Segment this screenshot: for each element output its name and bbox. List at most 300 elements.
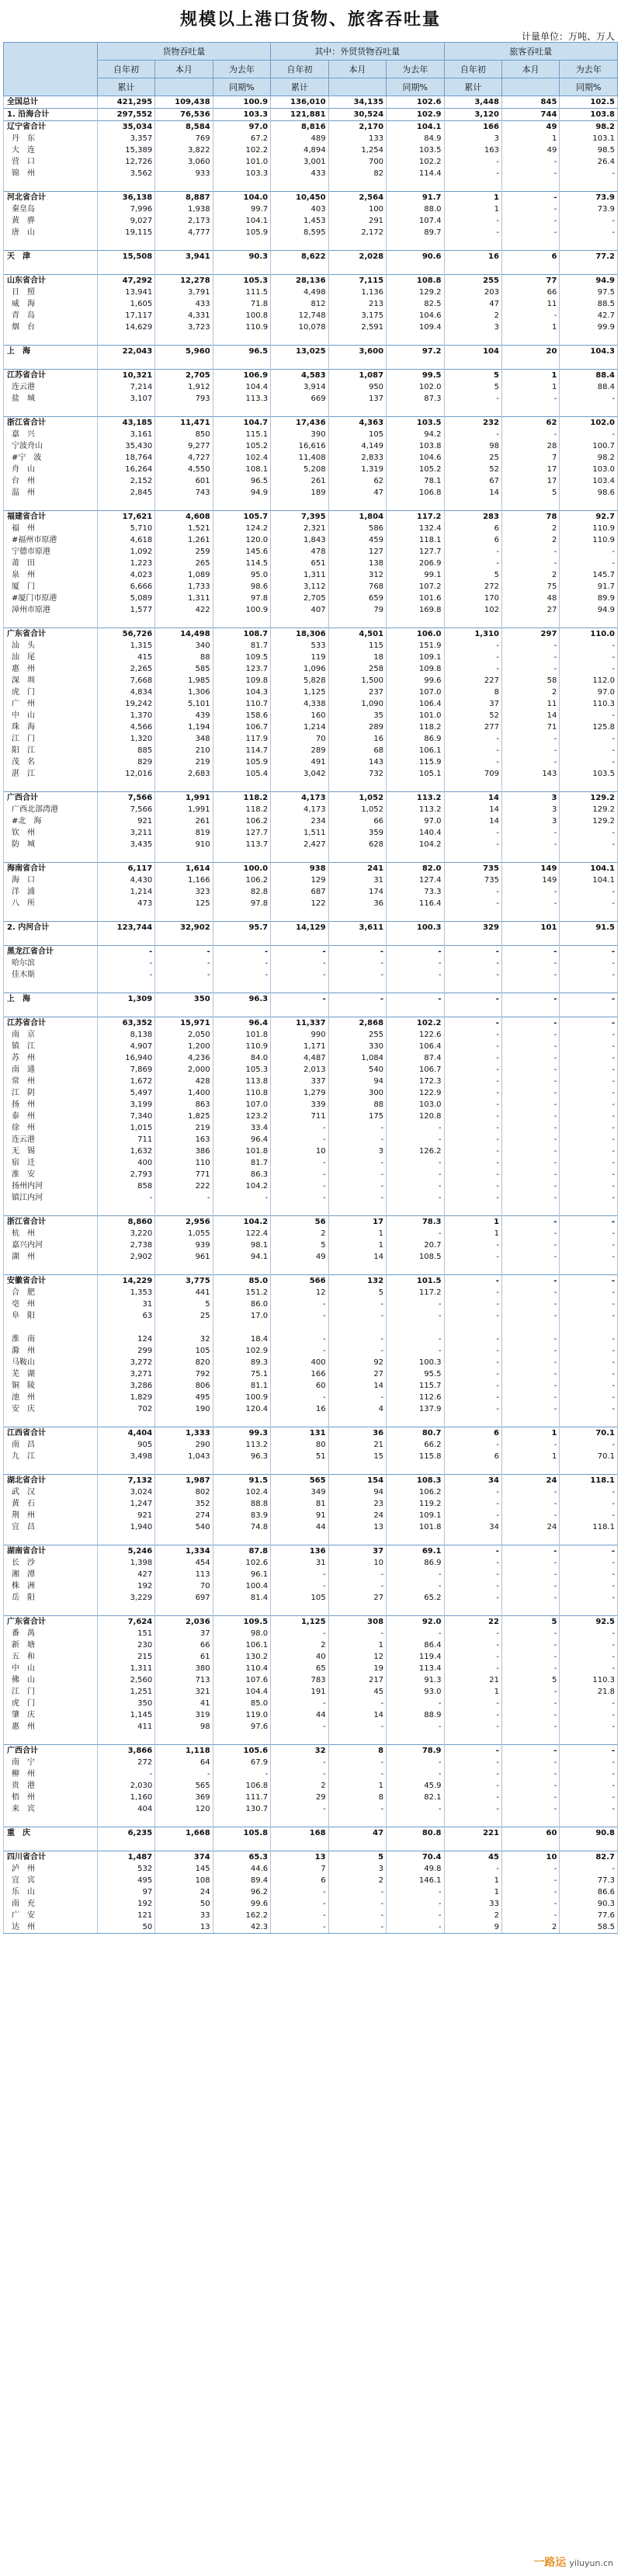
- value-cell: 113: [155, 1569, 213, 1580]
- port-name-cell: 宜 宾: [4, 1875, 98, 1886]
- value-cell: [560, 179, 618, 192]
- value-cell: 103.4: [560, 475, 618, 487]
- value-cell: 30,524: [328, 109, 386, 121]
- value-cell: 66: [155, 1639, 213, 1651]
- value-cell: 601: [155, 475, 213, 487]
- value-cell: -: [155, 958, 213, 969]
- value-cell: 80.8: [387, 1827, 444, 1840]
- value-cell: [560, 1839, 618, 1851]
- table-row: [4, 1498, 618, 1510]
- value-cell: [97, 850, 154, 863]
- value-cell: 1,096: [271, 663, 328, 675]
- value-cell: 21.8: [560, 1686, 618, 1698]
- value-cell: 6,117: [97, 863, 154, 875]
- value-cell: -: [560, 1099, 618, 1111]
- value-cell: -: [444, 969, 501, 981]
- value-cell: [387, 909, 444, 922]
- value-cell: 44: [271, 1709, 328, 1721]
- value-cell: -: [444, 393, 501, 405]
- value-cell: 20.7: [387, 1239, 444, 1251]
- value-cell: [155, 616, 213, 628]
- value-cell: 858: [97, 1180, 154, 1192]
- port-name-cell: [4, 499, 98, 511]
- value-cell: 162.2: [213, 1910, 270, 1921]
- value-cell: [501, 909, 559, 922]
- value-cell: 104.6: [387, 452, 444, 464]
- port-name-cell: 辽宁省合计: [4, 121, 98, 134]
- value-cell: 1,311: [155, 593, 213, 604]
- value-cell: 261: [271, 475, 328, 487]
- value-cell: 1,353: [97, 1287, 154, 1298]
- table-row: [4, 1169, 618, 1180]
- value-cell: -: [501, 1310, 559, 1322]
- value-cell: 400: [97, 1157, 154, 1169]
- value-cell: -: [387, 1298, 444, 1310]
- value-cell: -: [328, 969, 386, 981]
- value-cell: 70: [271, 733, 328, 745]
- port-name-cell: 芜 湖: [4, 1368, 98, 1380]
- value-cell: 37: [155, 1628, 213, 1639]
- value-cell: 18,306: [271, 628, 328, 641]
- value-cell: 329: [444, 922, 501, 934]
- value-cell: -: [560, 429, 618, 440]
- value-cell: [213, 333, 270, 346]
- value-cell: -: [444, 558, 501, 569]
- value-cell: 102.2: [387, 156, 444, 168]
- value-cell: 415: [97, 652, 154, 663]
- value-cell: 110.7: [213, 698, 270, 710]
- value-cell: -: [501, 1510, 559, 1521]
- value-cell: 52: [444, 464, 501, 475]
- value-cell: -: [560, 839, 618, 850]
- table-row: [4, 652, 618, 663]
- value-cell: [97, 1533, 154, 1545]
- value-cell: 65.2: [387, 1592, 444, 1604]
- value-cell: 905: [97, 1439, 154, 1451]
- value-cell: [387, 1815, 444, 1827]
- value-cell: 56,726: [97, 628, 154, 641]
- value-cell: 35,430: [97, 440, 154, 452]
- header-col-8: 为去年: [560, 61, 618, 78]
- value-cell: [387, 1204, 444, 1216]
- value-cell: -: [501, 839, 559, 850]
- value-cell: -: [387, 1569, 444, 1580]
- value-cell: 67: [444, 475, 501, 487]
- value-cell: 323: [155, 886, 213, 898]
- value-cell: [328, 933, 386, 946]
- value-cell: -: [444, 1345, 501, 1357]
- value-cell: 91.7: [560, 581, 618, 593]
- value-cell: 120.8: [387, 1111, 444, 1122]
- value-cell: 7: [271, 1863, 328, 1875]
- port-name-cell: 广西北部湾港: [4, 804, 98, 815]
- value-cell: 103.3: [213, 168, 270, 179]
- port-name-cell: 四川省合计: [4, 1851, 98, 1864]
- group-row: [4, 993, 618, 1006]
- value-cell: 136,010: [271, 96, 328, 109]
- value-cell: 14: [501, 710, 559, 721]
- table-row: [4, 1721, 618, 1733]
- value-cell: -: [501, 203, 559, 215]
- value-cell: -: [444, 1192, 501, 1204]
- value-cell: 91: [271, 1510, 328, 1521]
- port-name-cell: 日 照: [4, 287, 98, 298]
- value-cell: 4,907: [97, 1041, 154, 1052]
- value-cell: 101.8: [213, 1145, 270, 1157]
- value-cell: 261: [155, 815, 213, 827]
- value-cell: [213, 1322, 270, 1333]
- value-cell: 100.9: [213, 1392, 270, 1403]
- value-cell: -: [501, 1099, 559, 1111]
- spacer-row: [4, 1415, 618, 1427]
- port-name-cell: 连云港: [4, 381, 98, 393]
- value-cell: 3: [444, 322, 501, 333]
- value-cell: [501, 1322, 559, 1333]
- group-row: [4, 1275, 618, 1288]
- value-cell: 103.0: [560, 464, 618, 475]
- value-cell: 8,622: [271, 251, 328, 263]
- value-cell: 87.4: [387, 1052, 444, 1064]
- value-cell: [444, 850, 501, 863]
- value-cell: -: [444, 1180, 501, 1192]
- value-cell: 86.9: [387, 1557, 444, 1569]
- value-cell: 441: [155, 1287, 213, 1298]
- value-cell: -: [501, 756, 559, 768]
- table-row: [4, 1910, 618, 1921]
- table-row: [4, 640, 618, 652]
- value-cell: -: [501, 1392, 559, 1403]
- value-cell: 12,726: [97, 156, 154, 168]
- port-name-cell: 长 沙: [4, 1557, 98, 1569]
- table-row: [4, 1111, 618, 1122]
- watermark-domain: yiluyun.cn: [569, 2558, 613, 2568]
- value-cell: 348: [155, 733, 213, 745]
- value-cell: 129.2: [387, 287, 444, 298]
- value-cell: 129: [271, 874, 328, 886]
- value-cell: 110.9: [560, 523, 618, 534]
- value-cell: [155, 238, 213, 251]
- value-cell: [155, 1839, 213, 1851]
- value-cell: 80.7: [387, 1427, 444, 1440]
- value-cell: 127.4: [387, 874, 444, 886]
- value-cell: 8: [328, 1792, 386, 1803]
- value-cell: 933: [155, 168, 213, 179]
- value-cell: -: [501, 640, 559, 652]
- value-cell: -: [560, 1439, 618, 1451]
- value-cell: 792: [155, 1368, 213, 1380]
- table-row: [4, 569, 618, 581]
- value-cell: [213, 616, 270, 628]
- port-name-cell: 江苏省合计: [4, 1017, 98, 1030]
- port-name-cell: [4, 179, 98, 192]
- value-cell: 9,027: [97, 215, 154, 227]
- value-cell: 70.1: [560, 1451, 618, 1462]
- value-cell: [213, 1815, 270, 1827]
- value-cell: 1,166: [155, 874, 213, 886]
- value-cell: 1,940: [97, 1521, 154, 1533]
- value-cell: 71.8: [213, 298, 270, 310]
- value-cell: 97.0: [213, 121, 270, 134]
- value-cell: 96.4: [213, 1017, 270, 1030]
- value-cell: [444, 357, 501, 370]
- value-cell: [97, 1815, 154, 1827]
- value-cell: 5,960: [155, 346, 213, 358]
- value-cell: 4,834: [97, 687, 154, 698]
- spacer-row: [4, 1733, 618, 1745]
- value-cell: 8,860: [97, 1216, 154, 1229]
- group-row: [4, 275, 618, 287]
- value-cell: 108.8: [387, 275, 444, 287]
- value-cell: 113.3: [213, 393, 270, 405]
- value-cell: [387, 1733, 444, 1745]
- value-cell: [155, 780, 213, 792]
- value-cell: [387, 1604, 444, 1616]
- value-cell: 2: [501, 1921, 559, 1934]
- table-row: [4, 593, 618, 604]
- value-cell: 105.1: [387, 768, 444, 780]
- value-cell: -: [444, 886, 501, 898]
- value-cell: 374: [155, 1851, 213, 1864]
- value-cell: -: [560, 1076, 618, 1087]
- value-cell: -: [444, 1403, 501, 1415]
- value-cell: [271, 909, 328, 922]
- value-cell: -: [560, 1122, 618, 1134]
- value-cell: 137: [328, 393, 386, 405]
- value-cell: -: [560, 733, 618, 745]
- port-name-cell: 湘 潭: [4, 1569, 98, 1580]
- value-cell: 82.5: [387, 298, 444, 310]
- value-cell: 386: [155, 1145, 213, 1157]
- value-cell: -: [444, 429, 501, 440]
- value-cell: 119.2: [387, 1498, 444, 1510]
- value-cell: -: [560, 227, 618, 238]
- value-cell: [501, 1604, 559, 1616]
- header-col-2: 为去年: [213, 61, 270, 78]
- table-row: [4, 1875, 618, 1886]
- value-cell: 2,152: [97, 475, 154, 487]
- value-cell: [155, 909, 213, 922]
- value-cell: -: [560, 1510, 618, 1521]
- value-cell: 2,564: [328, 192, 386, 204]
- value-cell: 103.5: [560, 768, 618, 780]
- value-cell: [155, 1815, 213, 1827]
- value-cell: 3,272: [97, 1357, 154, 1368]
- value-cell: [97, 357, 154, 370]
- value-cell: 15: [328, 1451, 386, 1462]
- value-cell: -: [560, 1651, 618, 1663]
- value-cell: 110.8: [213, 1087, 270, 1099]
- value-cell: 12: [328, 1651, 386, 1663]
- port-name-cell: 上 海: [4, 346, 98, 358]
- group-row: [4, 96, 618, 109]
- table-row: [4, 721, 618, 733]
- value-cell: 1,453: [271, 215, 328, 227]
- value-cell: 98.2: [560, 452, 618, 464]
- value-cell: [560, 616, 618, 628]
- value-cell: 102.0: [387, 381, 444, 393]
- value-cell: 105: [155, 1345, 213, 1357]
- value-cell: 105.8: [213, 1827, 270, 1840]
- value-cell: -: [271, 1122, 328, 1134]
- port-name-cell: 株 洲: [4, 1580, 98, 1592]
- value-cell: 735: [444, 874, 501, 886]
- value-cell: 290: [155, 1439, 213, 1451]
- table-body: [4, 96, 618, 1934]
- value-cell: 1,214: [97, 886, 154, 898]
- value-cell: 78: [501, 511, 559, 523]
- value-cell: 91.7: [387, 192, 444, 204]
- value-cell: 439: [155, 710, 213, 721]
- table-row: [4, 1041, 618, 1052]
- value-cell: 66.2: [387, 1439, 444, 1451]
- value-cell: 13,025: [271, 346, 328, 358]
- value-cell: [271, 405, 328, 417]
- value-cell: [328, 499, 386, 511]
- value-cell: [560, 1733, 618, 1745]
- value-cell: 1,577: [97, 604, 154, 616]
- value-cell: 136: [271, 1545, 328, 1558]
- value-cell: 90.6: [387, 251, 444, 263]
- value-cell: 237: [328, 687, 386, 698]
- value-cell: 81.7: [213, 640, 270, 652]
- value-cell: 1,938: [155, 203, 213, 215]
- value-cell: 77.3: [560, 1875, 618, 1886]
- value-cell: 7,566: [97, 804, 154, 815]
- value-cell: 163: [155, 1134, 213, 1145]
- value-cell: 10: [501, 1851, 559, 1864]
- value-cell: -: [155, 1192, 213, 1204]
- value-cell: 219: [155, 1122, 213, 1134]
- value-cell: [213, 850, 270, 863]
- value-cell: -: [387, 1698, 444, 1709]
- throughput-table: [3, 42, 618, 1934]
- value-cell: -: [444, 1111, 501, 1122]
- value-cell: 1,136: [328, 287, 386, 298]
- value-cell: 1,912: [155, 381, 213, 393]
- table-row: [4, 1122, 618, 1134]
- value-cell: 106.0: [387, 628, 444, 641]
- value-cell: 66: [501, 287, 559, 298]
- value-cell: -: [501, 1745, 559, 1757]
- value-cell: 1: [444, 192, 501, 204]
- value-cell: [444, 1415, 501, 1427]
- table-row: [4, 663, 618, 675]
- value-cell: 669: [271, 393, 328, 405]
- value-cell: 1,829: [97, 1392, 154, 1403]
- value-cell: 121,881: [271, 109, 328, 121]
- value-cell: -: [213, 946, 270, 958]
- port-name-cell: [4, 1462, 98, 1475]
- value-cell: 4,727: [155, 452, 213, 464]
- port-name-cell: 淮 安: [4, 1169, 98, 1180]
- value-cell: -: [328, 1910, 386, 1921]
- value-cell: -: [444, 1287, 501, 1298]
- group-row: [4, 863, 618, 875]
- value-cell: [560, 1263, 618, 1275]
- value-cell: [560, 981, 618, 993]
- value-cell: 124.2: [213, 523, 270, 534]
- port-name-cell: 秦皇岛: [4, 203, 98, 215]
- value-cell: 2,000: [155, 1064, 213, 1076]
- value-cell: 132.4: [387, 523, 444, 534]
- table-row: [4, 710, 618, 721]
- value-cell: 6: [501, 251, 559, 263]
- value-cell: 92.7: [560, 511, 618, 523]
- value-cell: [328, 1263, 386, 1275]
- value-cell: 16,264: [97, 464, 154, 475]
- value-cell: -: [444, 1099, 501, 1111]
- value-cell: 495: [155, 1392, 213, 1403]
- table-row: [4, 1380, 618, 1392]
- value-cell: 3,600: [328, 346, 386, 358]
- port-name-cell: #宁 波: [4, 452, 98, 464]
- value-cell: 1,315: [97, 640, 154, 652]
- value-cell: 47: [328, 1827, 386, 1840]
- value-cell: -: [444, 663, 501, 675]
- port-name-cell: 广东省合计: [4, 1616, 98, 1629]
- value-cell: 659: [328, 593, 386, 604]
- value-cell: 300: [328, 1087, 386, 1099]
- value-cell: -: [560, 969, 618, 981]
- value-cell: 97.8: [213, 898, 270, 909]
- value-cell: 87.3: [387, 393, 444, 405]
- port-name-cell: 山东省合计: [4, 275, 98, 287]
- value-cell: [560, 1415, 618, 1427]
- value-cell: 7,214: [97, 381, 154, 393]
- value-cell: -: [560, 886, 618, 898]
- value-cell: -: [560, 1792, 618, 1803]
- port-name-cell: 宁波舟山: [4, 440, 98, 452]
- value-cell: -: [444, 1275, 501, 1288]
- value-cell: -: [271, 1298, 328, 1310]
- value-cell: [444, 405, 501, 417]
- value-cell: -: [271, 1310, 328, 1322]
- value-cell: 36,138: [97, 192, 154, 204]
- value-cell: -: [501, 1157, 559, 1169]
- value-cell: 1,370: [97, 710, 154, 721]
- value-cell: 31: [97, 1298, 154, 1310]
- value-cell: 117.9: [213, 733, 270, 745]
- value-cell: 10,450: [271, 192, 328, 204]
- value-cell: 3,498: [97, 1451, 154, 1462]
- table-row: [4, 687, 618, 698]
- value-cell: 96.5: [213, 346, 270, 358]
- port-name-cell: 虎 门: [4, 687, 98, 698]
- value-cell: -: [560, 1287, 618, 1298]
- value-cell: 939: [155, 1239, 213, 1251]
- value-cell: 82: [328, 168, 386, 179]
- value-cell: -: [560, 1757, 618, 1768]
- value-cell: 540: [328, 1064, 386, 1076]
- value-cell: -: [501, 1686, 559, 1698]
- table-row: [4, 1639, 618, 1651]
- value-cell: 67.9: [213, 1757, 270, 1768]
- value-cell: 1,043: [155, 1451, 213, 1462]
- value-cell: 473: [97, 898, 154, 909]
- value-cell: 143: [328, 756, 386, 768]
- value-cell: 47: [444, 298, 501, 310]
- table-row: [4, 429, 618, 440]
- value-cell: 113.4: [387, 1663, 444, 1674]
- value-cell: 259: [155, 546, 213, 558]
- value-cell: 1,171: [271, 1041, 328, 1052]
- value-cell: -: [328, 1803, 386, 1815]
- value-cell: 5: [328, 1287, 386, 1298]
- value-cell: [213, 405, 270, 417]
- value-cell: -: [328, 1180, 386, 1192]
- value-cell: -: [444, 227, 501, 238]
- header-col2-2: 同期%: [213, 78, 270, 96]
